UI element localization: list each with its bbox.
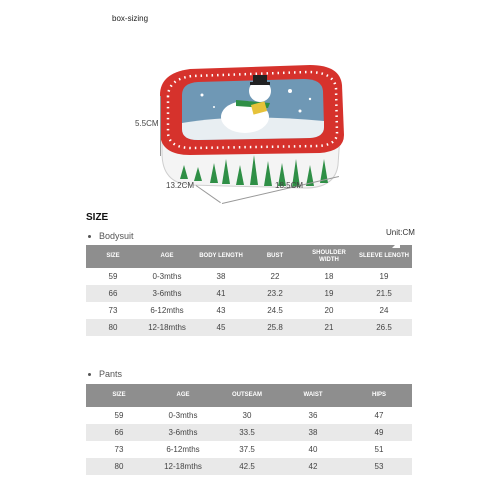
table-header-cell: HIPS [346,384,412,407]
table-cell: 21.5 [356,285,412,302]
table-header-cell: SLEEVE LENGTH [356,245,412,268]
width-dimension-label: 13.2CM [166,181,195,190]
table-cell: 42 [280,458,346,475]
table-cell: 24.5 [267,306,283,315]
table-cell: 3-6mths [140,285,194,302]
table-cell: 51 [374,445,384,454]
table-cell: 41 [194,285,248,302]
table-header-cell: SIZE [86,384,152,407]
table-cell: 45 [194,319,248,336]
table-cell: 0-3mths [168,411,198,420]
table-header-cell: WAIST [280,384,346,407]
table-row [86,319,412,336]
table-cell: 6-12mths [166,445,200,454]
bodysuit-section-heading [88,231,134,241]
table-header-cell: SHOULDER WIDTH [302,245,356,268]
corner-arrow-icon [392,240,400,248]
table-cell: 30 [242,411,252,420]
table-header-row [86,384,412,407]
table-cell: 73 [108,306,118,315]
pants-label: Pants [99,369,123,379]
table-cell: 43 [216,306,226,315]
table-cell: 80 [86,458,152,475]
length-dimension-label: 18.5CM [275,181,304,190]
table-cell: 37.5 [239,445,255,454]
table-cell: 3-6mths [152,424,214,441]
table-cell: 18 [324,272,334,281]
table-row [86,302,412,319]
table-cell: 20 [324,306,334,315]
table-header-cell: BUST [248,245,302,268]
table-cell: 33.5 [214,424,280,441]
table-row [86,268,412,285]
table-cell: 23.2 [248,285,302,302]
bullet-icon [88,235,91,238]
height-dimension-label: 5.5CM [135,119,159,128]
table-cell: 47 [374,411,384,420]
height-dimension-line [160,96,161,156]
table-cell: 66 [86,424,152,441]
size-chart-title: SIZE [86,212,109,223]
table-cell: 21 [302,319,356,336]
bodysuit-size-table [86,245,412,336]
table-header-cell: SIZE [86,245,140,268]
bullet-icon [88,373,91,376]
table-header-cell: AGE [152,384,214,407]
page-header-label: box-sizing [112,14,149,23]
table-cell: 24 [379,306,389,315]
table-cell: 80 [86,319,140,336]
pants-size-table [86,384,412,475]
table-cell: 53 [346,458,412,475]
table-header-cell: OUTSEAM [214,384,280,407]
table-cell: 73 [114,445,124,454]
table-cell: 26.5 [356,319,412,336]
table-cell: 6-12mths [150,306,184,315]
pants-section-heading [88,369,122,379]
table-cell: 59 [108,272,118,281]
table-header-row [86,245,412,268]
table-cell: 66 [86,285,140,302]
table-cell: 12-18mths [140,319,194,336]
table-cell: 36 [308,411,318,420]
table-header-cell: AGE [140,245,194,268]
table-cell: 22 [270,272,280,281]
bodysuit-label: Bodysuit [99,231,134,241]
unit-label: Unit:CM [386,228,415,237]
table-cell: 59 [114,411,124,420]
table-cell: 42.5 [214,458,280,475]
table-row [86,441,412,458]
table-cell: 40 [308,445,318,454]
table-header-cell: BODY LENGTH [194,245,248,268]
table-cell: 19 [379,272,389,281]
table-row [86,458,412,475]
table-row [86,424,412,441]
table-cell: 49 [346,424,412,441]
table-cell: 0-3mths [152,272,182,281]
table-cell: 12-18mths [152,458,214,475]
table-row [86,285,412,302]
table-row [86,407,412,424]
table-cell: 19 [302,285,356,302]
table-cell: 38 [216,272,226,281]
table-cell: 38 [280,424,346,441]
table-cell: 25.8 [248,319,302,336]
